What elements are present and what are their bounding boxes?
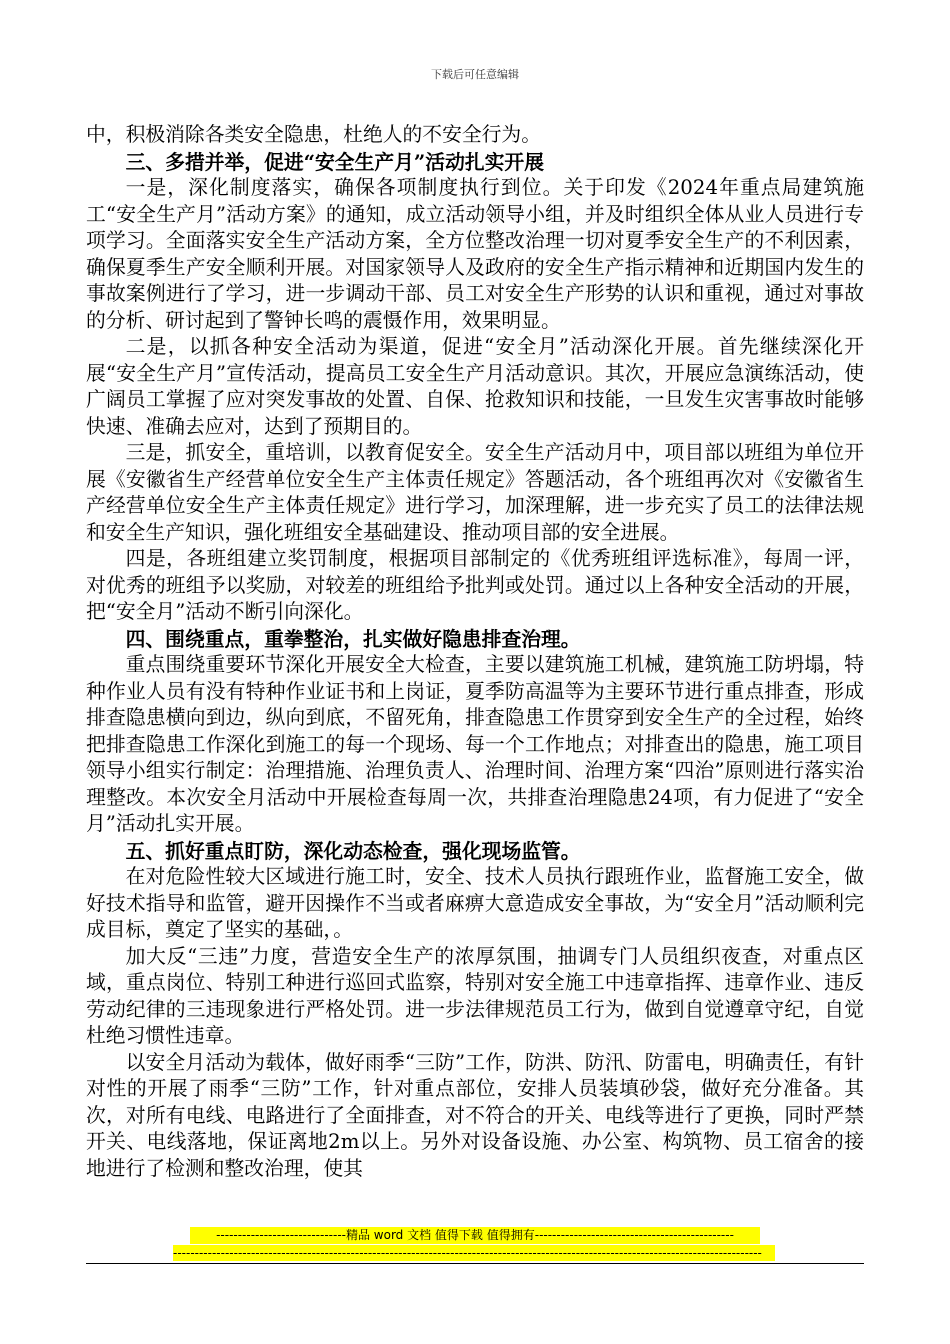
paragraph-site-supervision: 在对危险性较大区域进行施工时，安全、技术人员执行跟班作业，监督施工安全，做好技术指导和监管，避开因操作不当或者麻痹大意造成安全事故，为“安全月”活动顺利完成目标，奠定了坚实的基础，。: [86, 865, 864, 941]
document-body: [86, 122, 864, 1182]
footer-divider: [86, 1263, 864, 1264]
section-heading-5: 五、抓好重点盯防，深化动态检查，强化现场监管。: [125, 838, 581, 863]
paragraph-third-point: 三是，抓安全，重培训，以教育促安全。安全生产活动月中，项目部以班组为单位开展《安徽省生产经营单位安全生产主体责任规定》答题活动，各个班组再次对《安徽省生产经营单位安全生产主体责任规定》进行学习，加深理解，进一步充实了员工的法律法规和安全生产知识，强化班组安全基础建设、推动项目部的安全进展。: [86, 441, 864, 544]
footer-banner-line: ------------------------------精品 word 文档 值得下载 值得拥有----------------------------------------------: [190, 1227, 760, 1244]
footer-dash-line: ----------------------------------------------------------------------------------------------------------------------------------------: [173, 1245, 775, 1261]
paragraph-hazard-inspection: 重点围绕重要环节深化开展安全大检查，主要以建筑施工机械，建筑施工防坍塌，特种作业人员有没有特种作业证书和上岗证，夏季防高温等为主要环节进行重点排查，形成排查隐患横向到边，纵向到底，不留死角，排查隐患工作贯穿到安全生产的全过程，始终把排查隐患工作深化到施工的每一个现场、每一个工作地点；对排查出的隐患，施工项目领导小组实行制定：治理措施、治理负责人、治理时间、治理方案“四治”原则进行落实治理整改。本次安全月活动中开展检查每周一次，共排查治理隐患24项，有力促进了“安全月”活动扎实开展。: [86, 653, 864, 835]
paragraph-fourth-point: 四是，各班组建立奖罚制度，根据项目部制定的《优秀班组评选标准》，每周一评，对优秀的班组予以奖励，对较差的班组给予批判或处罚。通过以上各种安全活动的开展，把“安全月”活动不断引向深化。: [86, 547, 864, 623]
section-heading-4: 四、围绕重点，重拳整治，扎实做好隐患排查治理。: [125, 626, 581, 651]
paragraph-first-point: 一是，深化制度落实，确保各项制度执行到位。关于印发《2024年重点局建筑施工“安全生产月”活动方案》的通知，成立活动领导小组，并及时组织全体从业人员进行专项学习。全面落实安全生产活动方案，全方位整改治理一切对夏季安全生产的不利因素，确保夏季生产安全顺利开展。对国家领导人及政府的安全生产指示精神和近期国内发生的事故案例进行了学习，进一步调动干部、员工对安全生产形势的认识和重视，通过对事故的分析、研讨起到了警钟长鸣的震慑作用，效果明显。: [86, 176, 864, 332]
page-header: 下载后可任意编辑: [431, 68, 519, 81]
section-heading-3: 三、多措并举，促进“安全生产月”活动扎实开展: [125, 149, 544, 174]
paragraph-second-point: 二是，以抓各种安全活动为渠道，促进“安全月”活动深化开展。首先继续深化开展“安全生产月”宣传活动，提高员工安全生产月活动意识。其次，开展应急演练活动，使广阔员工掌握了应对突发事故的处置、自保、抢救知识和技能，一旦发生灾害事故时能够快速、准确去应对，达到了预期目的。: [86, 335, 864, 438]
paragraph-three-violations: 加大反“三违”力度，营造安全生产的浓厚氛围，抽调专门人员组织夜查，对重点区域，重点岗位、特别工种进行巡回式监察，特别对安全施工中违章指挥、违章作业、违反劳动纪律的三违现象进行严格处罚。进一步法律规范员工行为，做到自觉遵章守纪，自觉杜绝习惯性违章。: [86, 944, 864, 1047]
paragraph-rainy-season: 以安全月活动为载体，做好雨季“三防”工作，防洪、防汛、防雷电，明确责任，有针对性的开展了雨季“三防”工作，针对重点部位，安排人员装填砂袋，做好充分准备。其次，对所有电线、电路进行了全面排查，对不符合的开关、电线等进行了更换，同时严禁开关、电线落地，保证离地2m以上。另外对设备设施、办公室、构筑物、员工宿舍的接地进行了检测和整改治理，使其: [86, 1050, 864, 1180]
paragraph-continuation: 中，积极消除各类安全隐患，杜绝人的不安全行为。: [86, 123, 541, 146]
